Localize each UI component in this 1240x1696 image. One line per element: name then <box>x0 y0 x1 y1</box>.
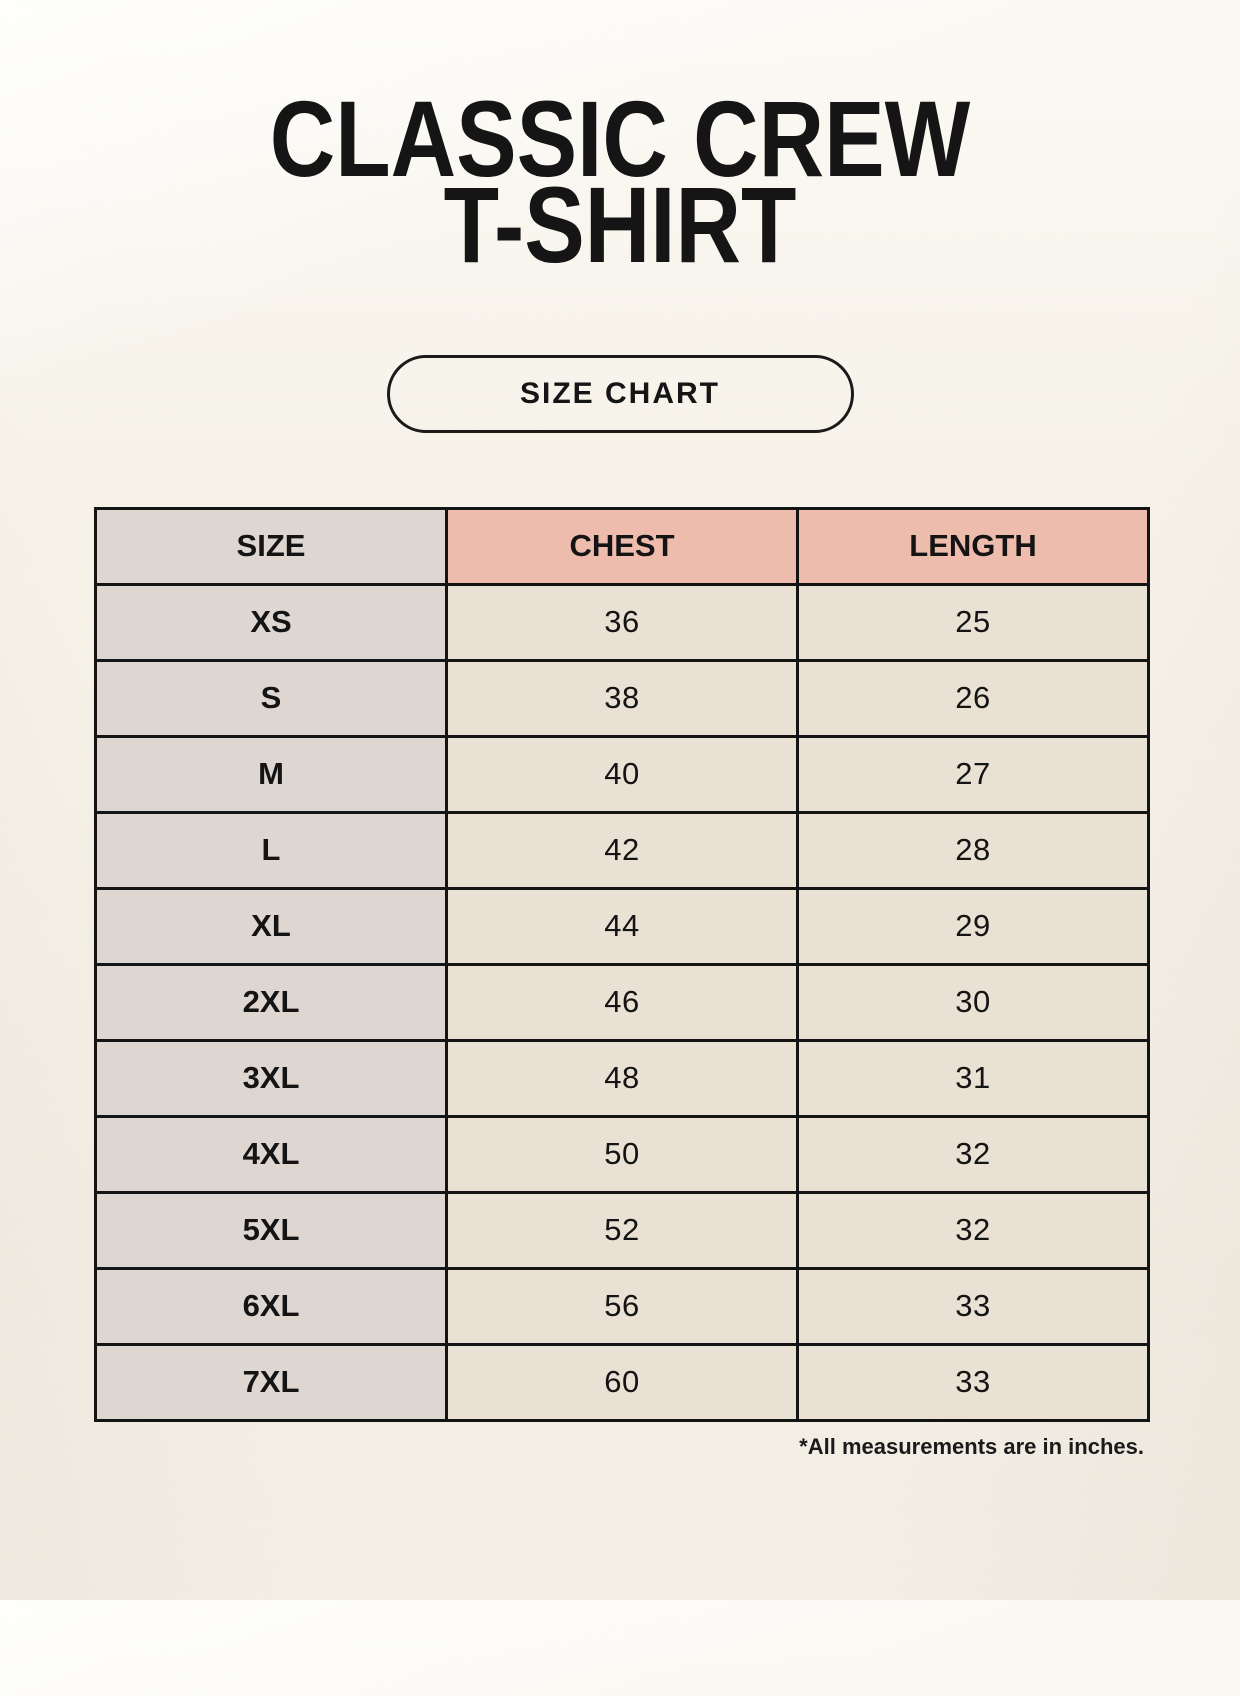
chest-cell: 46 <box>446 964 797 1040</box>
size-cell: 5XL <box>96 1192 447 1268</box>
size-cell: L <box>96 812 447 888</box>
table-row-s <box>96 660 1149 736</box>
size-cell: 7XL <box>96 1344 447 1420</box>
length-cell: 33 <box>797 1268 1148 1344</box>
chest-cell: 38 <box>446 660 797 736</box>
table-row-7xl <box>96 1344 1149 1420</box>
table-row-5xl <box>96 1192 1149 1268</box>
length-cell: 28 <box>797 812 1148 888</box>
table-header-row <box>96 508 1149 584</box>
size-cell: 6XL <box>96 1268 447 1344</box>
table-row-xs <box>96 584 1149 660</box>
page-title <box>99 78 1141 286</box>
size-table <box>94 507 1150 1422</box>
size-cell: XL <box>96 888 447 964</box>
size-chart-button-wrap <box>0 355 1240 433</box>
length-cell: 32 <box>797 1192 1148 1268</box>
length-cell: 32 <box>797 1116 1148 1192</box>
chest-cell: 56 <box>446 1268 797 1344</box>
size-cell: S <box>96 660 447 736</box>
chest-cell: 44 <box>446 888 797 964</box>
column-header-length: LENGTH <box>797 508 1148 584</box>
chest-cell: 42 <box>446 812 797 888</box>
table-row-3xl <box>96 1040 1149 1116</box>
table-row-6xl <box>96 1268 1149 1344</box>
chest-cell: 48 <box>446 1040 797 1116</box>
length-cell: 25 <box>797 584 1148 660</box>
size-chart-page <box>0 78 1240 1696</box>
chest-cell: 36 <box>446 584 797 660</box>
size-chart-button[interactable]: SIZE CHART <box>387 355 854 433</box>
length-cell: 26 <box>797 660 1148 736</box>
size-cell: 3XL <box>96 1040 447 1116</box>
table-row-2xl <box>96 964 1149 1040</box>
length-cell: 33 <box>797 1344 1148 1420</box>
chest-cell: 50 <box>446 1116 797 1192</box>
table-row-4xl <box>96 1116 1149 1192</box>
length-cell: 30 <box>797 964 1148 1040</box>
page-title-line-2: T-SHIRT <box>443 164 797 286</box>
length-cell: 29 <box>797 888 1148 964</box>
table-row-xl <box>96 888 1149 964</box>
length-cell: 31 <box>797 1040 1148 1116</box>
table-row-m <box>96 736 1149 812</box>
chest-cell: 52 <box>446 1192 797 1268</box>
column-header-size: SIZE <box>96 508 447 584</box>
size-cell: 4XL <box>96 1116 447 1192</box>
size-cell: 2XL <box>96 964 447 1040</box>
size-cell: XS <box>96 584 447 660</box>
column-header-chest: CHEST <box>446 508 797 584</box>
length-cell: 27 <box>797 736 1148 812</box>
table-row-l <box>96 812 1149 888</box>
chest-cell: 40 <box>446 736 797 812</box>
size-cell: M <box>96 736 447 812</box>
measurements-note: *All measurements are in inches. <box>799 1433 1144 1459</box>
page-title-line-1: CLASSIC CREW <box>269 78 971 199</box>
chest-cell: 60 <box>446 1344 797 1420</box>
